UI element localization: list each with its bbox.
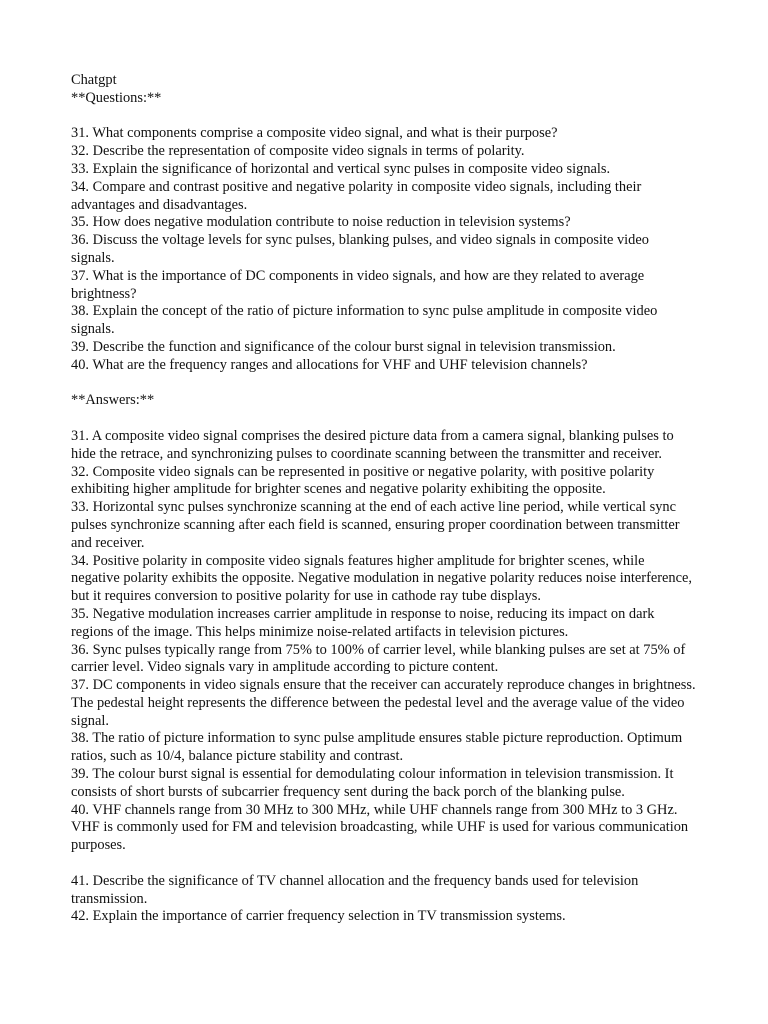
question-item: 32. Describe the representation of composite video signals in terms of polarity. [71,143,525,160]
question-item: 31. What components comprise a composite video signal, and what is their purpose? [71,125,558,142]
spacer [71,855,696,873]
answers-list [71,428,696,855]
questions-list [71,125,696,374]
question-item: 42. Explain the importance of carrier frequency selection in TV transmission systems. [71,908,566,925]
spacer [71,108,696,126]
spacer [71,410,696,428]
question-item: 37. What is the importance of DC components in video signals, and how are they related to average brightness? [71,267,645,302]
answer-item: 31. A composite video signal comprises the desired picture data from a camera signal, blanking pulses to hide the retrace, and synchronizing pulses to coordinate scanning between the transmitter and receiver. [71,427,674,462]
answer-item: 36. Sync pulses typically range from 75% to 100% of carrier level, while blanking pulses are set at 75% of carrier level. Video signals vary in amplitude according to picture content. [71,641,686,676]
question-item: 36. Discuss the voltage levels for sync pulses, blanking pulses, and video signals in composite video signals. [71,232,649,266]
question-item: 34. Compare and contrast positive and negative polarity in composite video signals, including their advantages and disadvantages. [71,178,642,213]
more-questions-list [71,873,696,926]
question-item: 39. Describe the function and significance of the colour burst signal in television transmission. [71,338,616,355]
question-item: 38. Explain the concept of the ratio of picture information to sync pulse amplitude in composite video signals. [71,303,658,338]
answer-item: 32. Composite video signals can be represented in positive or negative polarity, with positive polarity exhibiting higher amplitude for brighter scenes and negative polarity exhibiting the opposite. [71,463,655,498]
answer-item: 39. The colour burst signal is essential for demodulating colour information in television transmission. It consists of short bursts of subcarrier frequency sent during the back porch of the blanking pulse. [71,766,674,800]
spacer [71,375,696,393]
answer-item: 37. DC components in video signals ensure that the receiver can accurately reproduce changes in brightness. The pedestal height represents the difference between the pedestal level and the average value of the video signal. [71,677,696,729]
answer-item: 40. VHF channels range from 30 MHz to 300 MHz, while UHF channels range from 300 MHz to 3 GHz. VHF is commonly used for FM and television broadcasting, while UHF is used for various communication purposes. [71,801,689,854]
document-page [71,72,696,926]
question-item: 40. What are the frequency ranges and allocations for VHF and UHF television channels? [71,356,588,373]
question-item: 33. Explain the significance of horizontal and vertical sync pulses in composite video signals. [71,160,611,177]
answer-item: 33. Horizontal sync pulses synchronize scanning at the end of each active line period, while vertical sync pulses synchronize scanning after each field is scanned, ensuring proper coordination between transmitter and receiver. [71,499,680,551]
questions-heading: **Questions:** [71,89,162,106]
document-title: Chatgpt [71,72,117,88]
answers-heading: **Answers:** [71,392,155,409]
question-item: 35. How does negative modulation contribute to noise reduction in television systems? [71,214,571,231]
answer-item: 38. The ratio of picture information to sync pulse amplitude ensures stable picture reproduction. Optimum ratios, such as 10/4, balance picture stability and contrast. [71,730,683,765]
answer-item: 34. Positive polarity in composite video signals features higher amplitude for brighter scenes, while negative polarity exhibits the opposite. Negative modulation in negative polarity reduces noise interference, but it requires conversion to positive polarity for use in cathode ray tube displays. [71,552,692,605]
question-item: 41. Describe the significance of TV channel allocation and the frequency bands used for television transmission. [71,872,639,907]
answer-item: 35. Negative modulation increases carrier amplitude in response to noise, reducing its impact on dark regions of the image. This helps minimize noise-related artifacts in television pictures. [71,605,655,640]
